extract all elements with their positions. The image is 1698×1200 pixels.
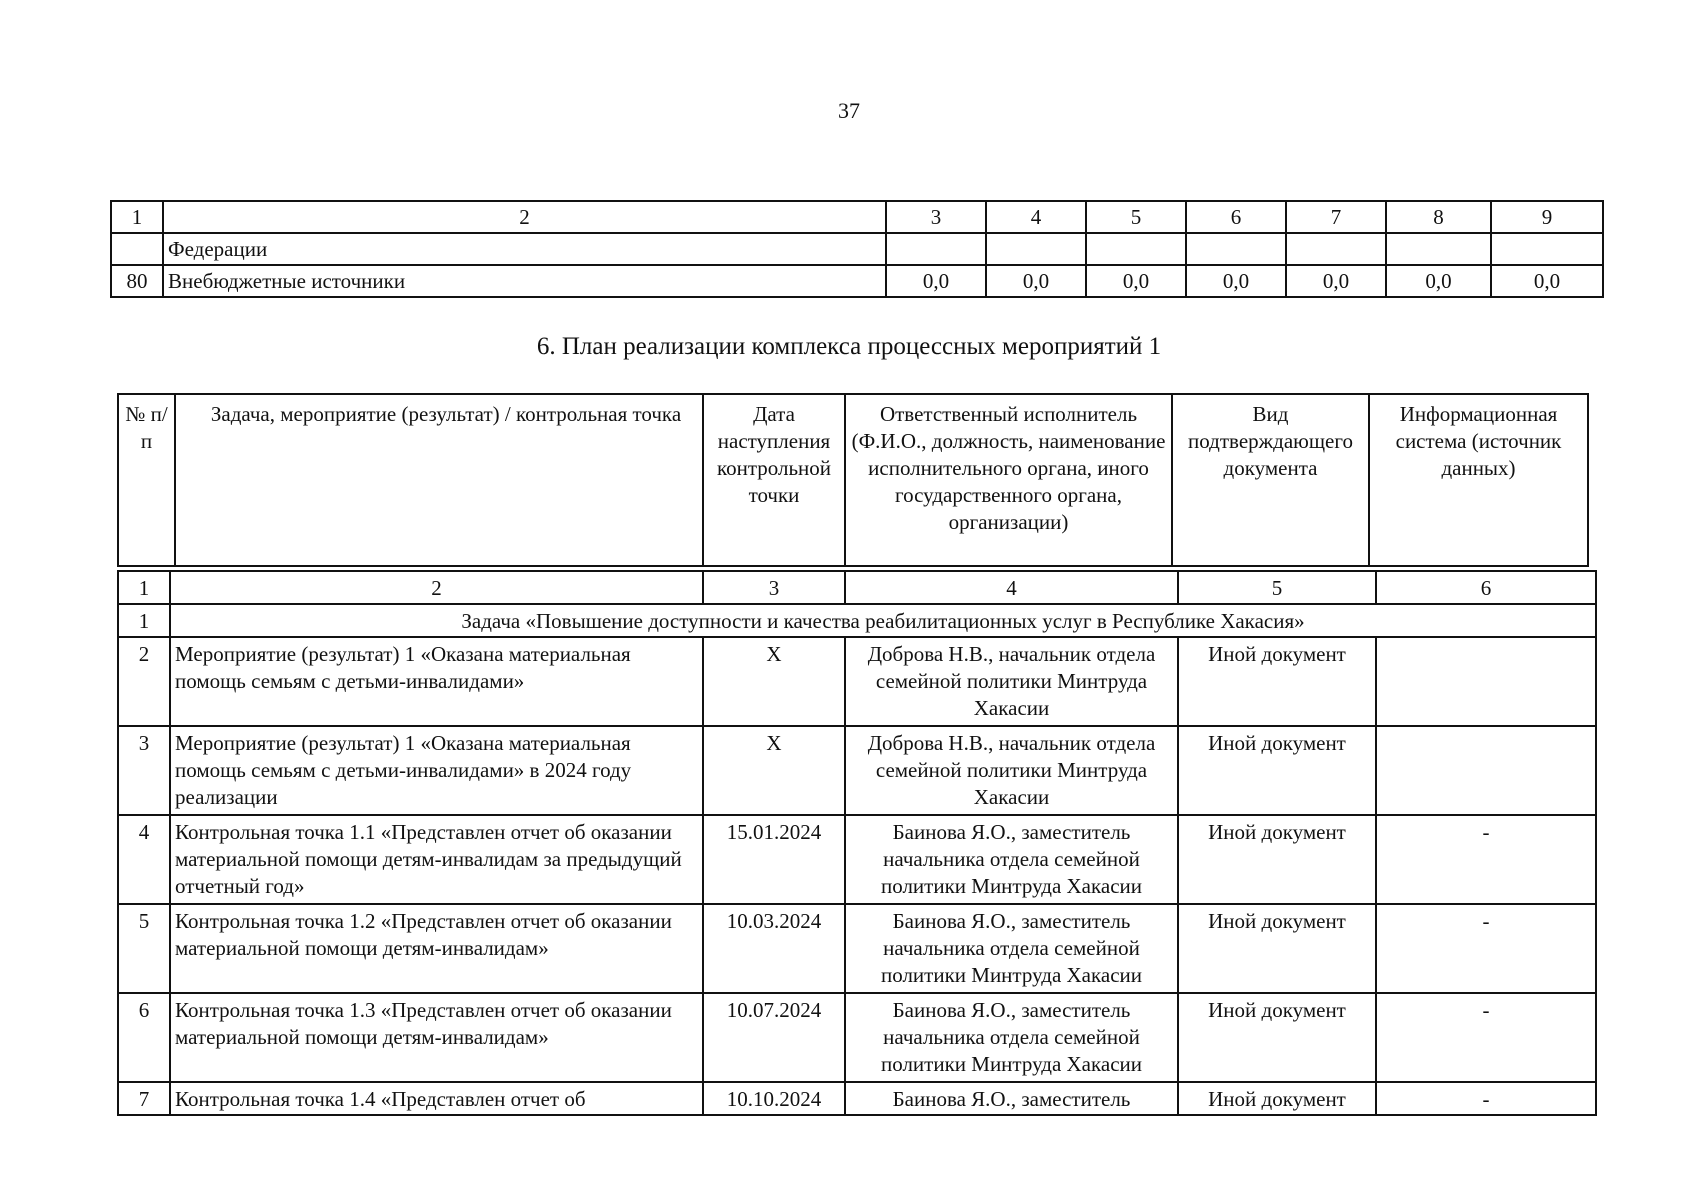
header-date: Дата наступления контрольной точки: [703, 394, 845, 566]
column-number: 5: [1178, 571, 1376, 604]
funding-row-number: [111, 233, 163, 265]
funding-row-name: Внебюджетные источники: [163, 265, 886, 297]
header-document: Вид подтверждающего документа: [1172, 394, 1369, 566]
funding-header-cell: 2: [163, 201, 886, 233]
row-info-system: -: [1376, 904, 1596, 993]
row-date: X: [703, 637, 845, 726]
funding-table-row: [111, 265, 1603, 297]
funding-table-row: [111, 233, 1603, 265]
section-title: 6. План реализации комплекса процессных мероприятий 1: [536, 333, 1162, 360]
plan-row: [118, 637, 1596, 726]
row-number: 3: [118, 726, 170, 815]
funding-row-number: 80: [111, 265, 163, 297]
row-name: Мероприятие (результат) 1 «Оказана материальная помощь семьям с детьми-инвалидами» в 2024 году реализации: [170, 726, 703, 815]
row-name: Контрольная точка 1.4 «Представлен отчет об: [170, 1082, 703, 1115]
row-number: 4: [118, 815, 170, 904]
row-document: Иной документ: [1178, 637, 1376, 726]
funding-row-value: [986, 233, 1086, 265]
plan-body-table: [117, 570, 1597, 1116]
row-name: Контрольная точка 1.1 «Представлен отчет об оказании материальной помощи детям-инвалидам за предыдущий отчетный год»: [170, 815, 703, 904]
funding-header-cell: 9: [1491, 201, 1603, 233]
funding-row-value: 0,0: [1491, 265, 1603, 297]
funding-header-cell: 4: [986, 201, 1086, 233]
funding-header-cell: 6: [1186, 201, 1286, 233]
funding-row-value: [1186, 233, 1286, 265]
column-number: 2: [170, 571, 703, 604]
column-number: 6: [1376, 571, 1596, 604]
funding-row-value: 0,0: [1186, 265, 1286, 297]
row-document: Иной документ: [1178, 815, 1376, 904]
row-executor: Баинова Я.О., заместитель начальника отдела семейной политики Минтруда Хакасии: [845, 815, 1178, 904]
header-executor: Ответственный исполнитель (Ф.И.О., должность, наименование исполнительного органа, иного государственного органа, организации): [845, 394, 1172, 566]
funding-row-name: Федерации: [163, 233, 886, 265]
funding-row-value: 0,0: [1286, 265, 1386, 297]
row-document: Иной документ: [1178, 904, 1376, 993]
funding-header-cell: 1: [111, 201, 163, 233]
row-date: 15.01.2024: [703, 815, 845, 904]
funding-table-header-row: [111, 201, 1603, 233]
row-executor: Баинова Я.О., заместитель начальника отдела семейной политики Минтруда Хакасии: [845, 993, 1178, 1082]
column-number: 1: [118, 571, 170, 604]
row-number: 2: [118, 637, 170, 726]
plan-numbers-row: [118, 571, 1596, 604]
funding-row-value: [1386, 233, 1491, 265]
funding-row-value: [1491, 233, 1603, 265]
funding-row-value: 0,0: [1086, 265, 1186, 297]
row-number: 7: [118, 1082, 170, 1115]
funding-row-value: 0,0: [986, 265, 1086, 297]
row-info-system: [1376, 637, 1596, 726]
row-info-system: -: [1376, 993, 1596, 1082]
header-task: Задача, мероприятие (результат) / контрольная точка: [175, 394, 703, 566]
header-info-system: Информационная система (источник данных): [1369, 394, 1588, 566]
row-number: 6: [118, 993, 170, 1082]
funding-header-cell: 5: [1086, 201, 1186, 233]
plan-header-row: [118, 394, 1588, 566]
row-number: 5: [118, 904, 170, 993]
funding-table: [110, 200, 1604, 298]
task-row: [118, 604, 1596, 637]
funding-row-value: [886, 233, 986, 265]
task-text: Задача «Повышение доступности и качества реабилитационных услуг в Республике Хакасия»: [170, 604, 1596, 637]
row-date: 10.10.2024: [703, 1082, 845, 1115]
row-info-system: -: [1376, 1082, 1596, 1115]
plan-header-table: [117, 393, 1589, 567]
funding-header-cell: 7: [1286, 201, 1386, 233]
column-number: 3: [703, 571, 845, 604]
row-executor: Доброва Н.В., начальник отдела семейной политики Минтруда Хакасии: [845, 726, 1178, 815]
funding-row-value: [1086, 233, 1186, 265]
funding-header-cell: 3: [886, 201, 986, 233]
funding-header-cell: 8: [1386, 201, 1491, 233]
row-info-system: -: [1376, 815, 1596, 904]
funding-row-value: [1286, 233, 1386, 265]
row-document: Иной документ: [1178, 1082, 1376, 1115]
plan-row: [118, 1082, 1596, 1115]
row-document: Иной документ: [1178, 726, 1376, 815]
plan-row: [118, 815, 1596, 904]
row-date: 10.03.2024: [703, 904, 845, 993]
row-date: 10.07.2024: [703, 993, 845, 1082]
task-number: 1: [118, 604, 170, 637]
page-number: 37: [838, 98, 860, 123]
funding-row-value: 0,0: [1386, 265, 1491, 297]
row-document: Иной документ: [1178, 993, 1376, 1082]
row-info-system: [1376, 726, 1596, 815]
funding-row-value: 0,0: [886, 265, 986, 297]
plan-row: [118, 726, 1596, 815]
row-date: X: [703, 726, 845, 815]
header-number: № п/п: [118, 394, 175, 566]
row-name: Контрольная точка 1.2 «Представлен отчет об оказании материальной помощи детям-инвалидам»: [170, 904, 703, 993]
plan-row: [118, 993, 1596, 1082]
row-executor: Баинова Я.О., заместитель начальника отдела семейной политики Минтруда Хакасии: [845, 904, 1178, 993]
row-executor: Баинова Я.О., заместитель: [845, 1082, 1178, 1115]
row-executor: Доброва Н.В., начальник отдела семейной политики Минтруда Хакасии: [845, 637, 1178, 726]
row-name: Контрольная точка 1.3 «Представлен отчет об оказании материальной помощи детям-инвалидам»: [170, 993, 703, 1082]
plan-row: [118, 904, 1596, 993]
row-name: Мероприятие (результат) 1 «Оказана материальная помощь семьям с детьми-инвалидами»: [170, 637, 703, 726]
column-number: 4: [845, 571, 1178, 604]
